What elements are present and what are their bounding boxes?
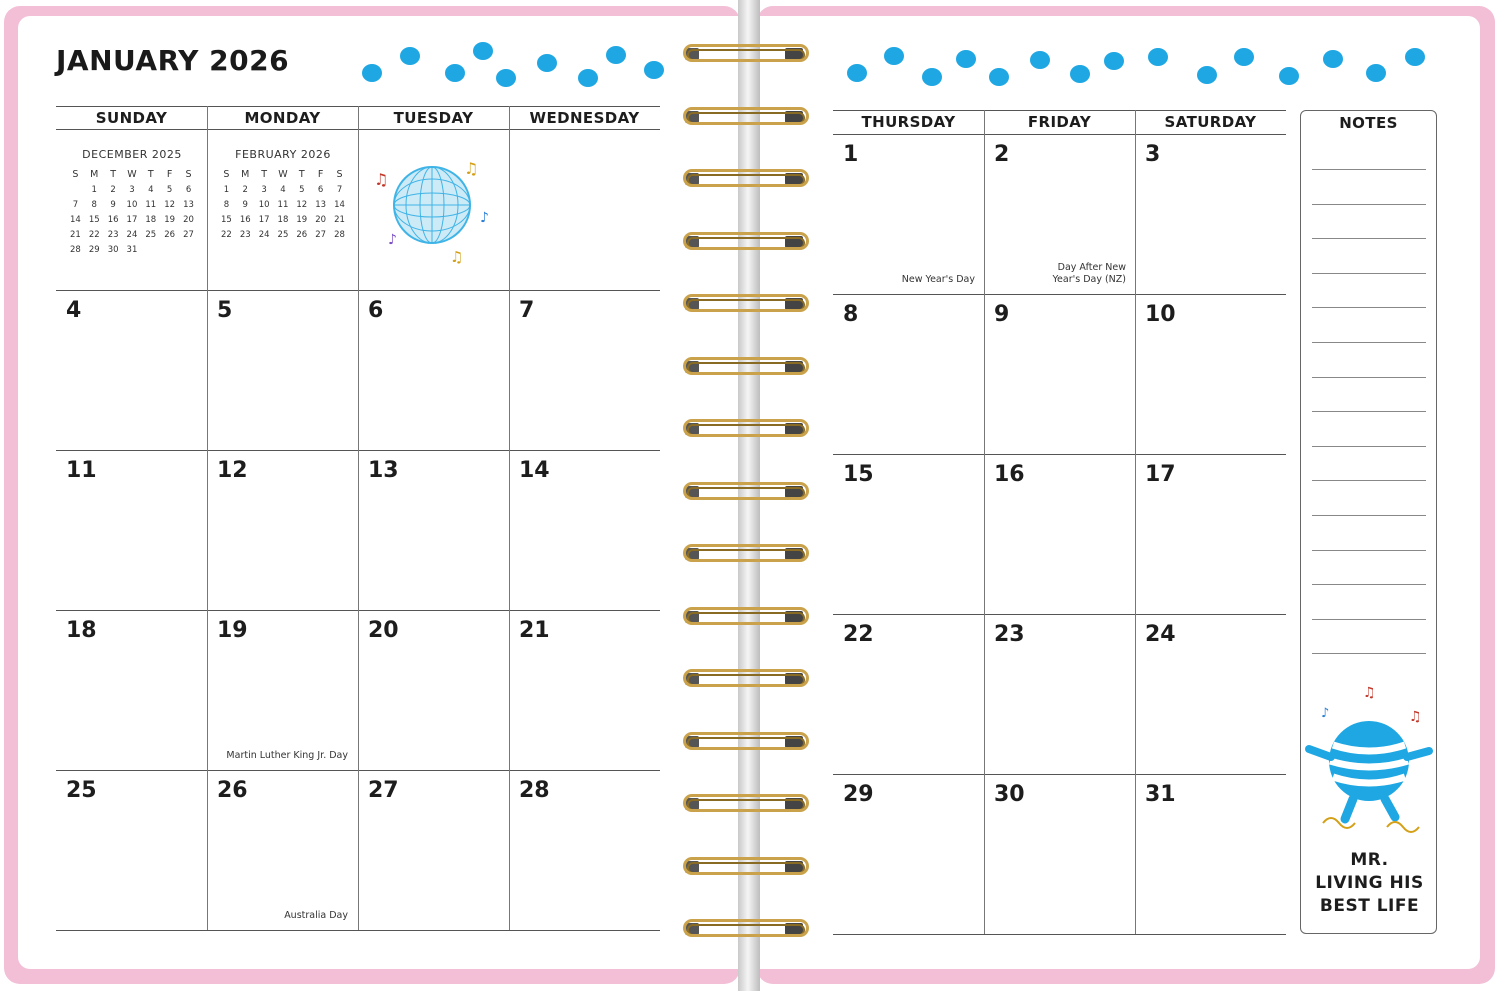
holiday-label: New Year's Day bbox=[901, 274, 975, 285]
mini-date: 7 bbox=[336, 184, 343, 195]
note-line bbox=[1312, 377, 1426, 378]
mini-calendar-title: DECEMBER 2025 bbox=[82, 148, 182, 161]
dot bbox=[1234, 48, 1254, 66]
mini-date: 15 bbox=[221, 214, 232, 225]
note-line bbox=[1312, 619, 1426, 620]
grid-line bbox=[56, 930, 660, 931]
mini-date: 9 bbox=[242, 199, 248, 210]
date-number: 23 bbox=[994, 622, 1025, 647]
mini-date: 7 bbox=[72, 199, 79, 210]
tagline-line-1: MR. bbox=[1350, 850, 1389, 870]
date-number: 27 bbox=[368, 778, 399, 803]
mini-calendar-february bbox=[213, 148, 353, 242]
coil-ring bbox=[683, 794, 809, 814]
grid-line bbox=[833, 134, 1286, 135]
dot bbox=[578, 69, 598, 87]
date-number: 14 bbox=[519, 458, 550, 483]
mini-date: 24 bbox=[126, 229, 138, 240]
date-number: 13 bbox=[368, 458, 399, 483]
coil-ring bbox=[683, 857, 809, 877]
grid-line bbox=[358, 106, 359, 930]
mini-date: 21 bbox=[334, 214, 345, 225]
mini-date: 30 bbox=[107, 244, 119, 255]
dot bbox=[847, 64, 867, 82]
dot bbox=[1104, 52, 1124, 70]
note-line bbox=[1312, 411, 1426, 412]
notes-heading: NOTES bbox=[1339, 114, 1398, 132]
note-line bbox=[1312, 446, 1426, 447]
note-line bbox=[1312, 273, 1426, 274]
note-line bbox=[1312, 342, 1426, 343]
grid-line bbox=[1135, 110, 1136, 934]
dot bbox=[1070, 65, 1090, 83]
date-number: 22 bbox=[843, 622, 874, 647]
coil-ring bbox=[683, 44, 809, 64]
mini-date: 12 bbox=[164, 199, 176, 210]
coil-ring bbox=[683, 357, 809, 377]
coil-ring bbox=[683, 544, 809, 564]
mini-date: 13 bbox=[315, 199, 327, 210]
dot bbox=[922, 68, 942, 86]
svg-text:♪: ♪ bbox=[388, 232, 397, 248]
coil-ring bbox=[683, 294, 809, 314]
mini-date: 23 bbox=[107, 229, 119, 240]
date-number: 11 bbox=[66, 458, 97, 483]
mini-date: 5 bbox=[299, 184, 305, 195]
note-line bbox=[1312, 653, 1426, 654]
mini-date: 31 bbox=[126, 244, 138, 255]
mini-date: 17 bbox=[126, 214, 138, 225]
note-line bbox=[1312, 550, 1426, 551]
mini-date: 14 bbox=[70, 214, 81, 225]
weekday: T bbox=[261, 169, 268, 180]
weekday: T bbox=[147, 169, 154, 180]
mini-date: 28 bbox=[334, 229, 345, 240]
mini-date: 5 bbox=[166, 184, 173, 195]
mini-date bbox=[66, 182, 85, 197]
svg-text:♫: ♫ bbox=[374, 170, 389, 189]
day-header-saturday: SATURDAY bbox=[1164, 113, 1257, 131]
mini-date bbox=[179, 242, 198, 257]
date-number: 1 bbox=[843, 142, 859, 167]
mini-date: 24 bbox=[258, 229, 270, 240]
date-number: 28 bbox=[519, 778, 550, 803]
day-header-tuesday: TUESDAY bbox=[393, 109, 474, 127]
date-number: 30 bbox=[994, 782, 1025, 807]
dot bbox=[445, 64, 465, 82]
date-number: 25 bbox=[66, 778, 97, 803]
date-number: 6 bbox=[368, 298, 384, 323]
date-number: 15 bbox=[843, 462, 874, 487]
dot bbox=[644, 61, 664, 79]
date-number: 3 bbox=[1145, 142, 1161, 167]
mini-date: 3 bbox=[261, 184, 267, 195]
holiday-label: Australia Day bbox=[284, 910, 348, 921]
note-line bbox=[1312, 480, 1426, 481]
grid-line bbox=[833, 110, 1286, 111]
mini-date: 18 bbox=[277, 214, 289, 225]
date-number: 9 bbox=[994, 302, 1010, 327]
coil-ring bbox=[683, 607, 809, 627]
mini-date: 1 bbox=[223, 184, 230, 195]
date-number: 7 bbox=[519, 298, 535, 323]
character-illustration-icon bbox=[1303, 673, 1435, 843]
coil-ring bbox=[683, 169, 809, 189]
date-number: 29 bbox=[843, 782, 874, 807]
mini-date: 8 bbox=[223, 199, 230, 210]
mini-date: 26 bbox=[296, 229, 308, 240]
mini-date: 10 bbox=[258, 199, 270, 210]
dot bbox=[956, 50, 976, 68]
coil-ring bbox=[683, 232, 809, 252]
mini-calendar-title: FEBRUARY 2026 bbox=[235, 148, 331, 161]
mini-calendar-table bbox=[66, 167, 198, 257]
mini-date: 19 bbox=[164, 214, 176, 225]
day-header-friday: FRIDAY bbox=[1027, 113, 1092, 131]
mini-date: 6 bbox=[185, 184, 192, 195]
dot bbox=[537, 54, 557, 72]
mini-date: 12 bbox=[296, 199, 308, 210]
date-number: 18 bbox=[66, 618, 97, 643]
date-number: 12 bbox=[217, 458, 248, 483]
svg-text:♫: ♫ bbox=[464, 159, 479, 178]
mini-date bbox=[141, 242, 160, 257]
mini-date: 17 bbox=[258, 214, 270, 225]
date-number: 26 bbox=[217, 778, 248, 803]
mini-date: 21 bbox=[70, 229, 81, 240]
svg-text:♪: ♪ bbox=[480, 210, 489, 226]
grid-line bbox=[509, 106, 510, 930]
mini-date: 25 bbox=[145, 229, 157, 240]
mini-date: 23 bbox=[239, 229, 251, 240]
dot bbox=[606, 46, 626, 64]
mini-date: 29 bbox=[88, 244, 100, 255]
coil-ring bbox=[683, 419, 809, 439]
note-line bbox=[1312, 169, 1426, 170]
note-line bbox=[1312, 515, 1426, 516]
tagline-line-2: LIVING HIS bbox=[1315, 873, 1424, 893]
dot bbox=[1030, 51, 1050, 69]
coil-ring bbox=[683, 669, 809, 689]
weekday: M bbox=[90, 169, 99, 180]
note-line bbox=[1312, 204, 1426, 205]
dot bbox=[1197, 66, 1217, 84]
date-number: 4 bbox=[66, 298, 82, 323]
notes-panel bbox=[1300, 110, 1437, 934]
mini-date: 4 bbox=[280, 184, 286, 195]
date-number: 16 bbox=[994, 462, 1025, 487]
weekday: T bbox=[110, 169, 117, 180]
date-number: 5 bbox=[217, 298, 233, 323]
svg-text:♫: ♫ bbox=[1409, 709, 1422, 725]
date-number: 2 bbox=[994, 142, 1010, 167]
weekday: F bbox=[317, 169, 324, 180]
date-number: 20 bbox=[368, 618, 399, 643]
mini-date: 9 bbox=[110, 199, 116, 210]
dot bbox=[884, 47, 904, 65]
mini-date: 16 bbox=[107, 214, 119, 225]
day-header-wednesday: WEDNESDAY bbox=[529, 109, 640, 127]
dot bbox=[989, 68, 1009, 86]
holiday-label: Day After New bbox=[1057, 262, 1126, 273]
mini-date: 16 bbox=[239, 214, 251, 225]
day-header-monday: MONDAY bbox=[244, 109, 321, 127]
mini-date: 25 bbox=[277, 229, 289, 240]
mini-date: 11 bbox=[145, 199, 157, 210]
date-number: 21 bbox=[519, 618, 550, 643]
mini-calendar-december bbox=[62, 148, 202, 257]
mini-date: 26 bbox=[164, 229, 176, 240]
holiday-label: Martin Luther King Jr. Day bbox=[226, 750, 348, 761]
day-header-sunday: SUNDAY bbox=[95, 109, 168, 127]
mini-date: 2 bbox=[242, 184, 248, 195]
mini-date: 20 bbox=[315, 214, 327, 225]
dot bbox=[1323, 50, 1343, 68]
weekday: S bbox=[185, 169, 192, 180]
mini-date: 10 bbox=[126, 199, 138, 210]
weekday: M bbox=[241, 169, 250, 180]
mini-date: 20 bbox=[183, 214, 194, 225]
dot bbox=[362, 64, 382, 82]
mini-date: 1 bbox=[91, 184, 97, 195]
mini-date: 2 bbox=[110, 184, 116, 195]
mini-date: 18 bbox=[145, 214, 157, 225]
coil-ring bbox=[683, 919, 809, 939]
weekday: S bbox=[336, 169, 343, 180]
date-number: 19 bbox=[217, 618, 248, 643]
mini-date: 27 bbox=[315, 229, 327, 240]
date-number: 31 bbox=[1145, 782, 1176, 807]
month-title: JANUARY 2026 bbox=[56, 44, 290, 77]
mini-date bbox=[160, 242, 179, 257]
dot bbox=[1148, 48, 1168, 66]
mini-date: 28 bbox=[70, 244, 81, 255]
coil-ring bbox=[683, 732, 809, 752]
dot bbox=[1279, 67, 1299, 85]
mini-date: 19 bbox=[296, 214, 308, 225]
date-number: 24 bbox=[1145, 622, 1176, 647]
mini-date: 14 bbox=[334, 199, 345, 210]
date-number: 8 bbox=[843, 302, 859, 327]
note-line bbox=[1312, 238, 1426, 239]
svg-text:♪: ♪ bbox=[1321, 706, 1330, 721]
svg-text:♫: ♫ bbox=[1363, 685, 1376, 701]
mini-date: 13 bbox=[183, 199, 194, 210]
coil-ring bbox=[683, 107, 809, 127]
mini-calendar-table bbox=[217, 167, 349, 242]
weekday: W bbox=[127, 169, 137, 180]
disco-ball-icon bbox=[370, 150, 500, 270]
mini-date: 8 bbox=[91, 199, 97, 210]
svg-text:♫: ♫ bbox=[450, 248, 464, 266]
mini-date: 4 bbox=[148, 184, 154, 195]
mini-date: 22 bbox=[221, 229, 232, 240]
weekday: F bbox=[166, 169, 173, 180]
day-header-thursday: THURSDAY bbox=[861, 113, 956, 131]
dot bbox=[1366, 64, 1386, 82]
date-number: 10 bbox=[1145, 302, 1176, 327]
note-line bbox=[1312, 307, 1426, 308]
mini-date: 27 bbox=[183, 229, 194, 240]
weekday: S bbox=[72, 169, 79, 180]
coil-ring bbox=[683, 482, 809, 502]
dot bbox=[496, 69, 516, 87]
weekday: T bbox=[298, 169, 305, 180]
dot bbox=[400, 47, 420, 65]
weekday: S bbox=[223, 169, 230, 180]
tagline-line-3: BEST LIFE bbox=[1319, 896, 1420, 916]
mini-date: 15 bbox=[88, 214, 100, 225]
dot bbox=[473, 42, 493, 60]
holiday-label: Year's Day (NZ) bbox=[1052, 274, 1126, 285]
mini-date: 11 bbox=[277, 199, 289, 210]
mini-date: 3 bbox=[129, 184, 135, 195]
mini-date: 6 bbox=[317, 184, 324, 195]
weekday: W bbox=[278, 169, 288, 180]
note-line bbox=[1312, 584, 1426, 585]
dot bbox=[1405, 48, 1425, 66]
mini-date: 22 bbox=[88, 229, 100, 240]
date-number: 17 bbox=[1145, 462, 1176, 487]
